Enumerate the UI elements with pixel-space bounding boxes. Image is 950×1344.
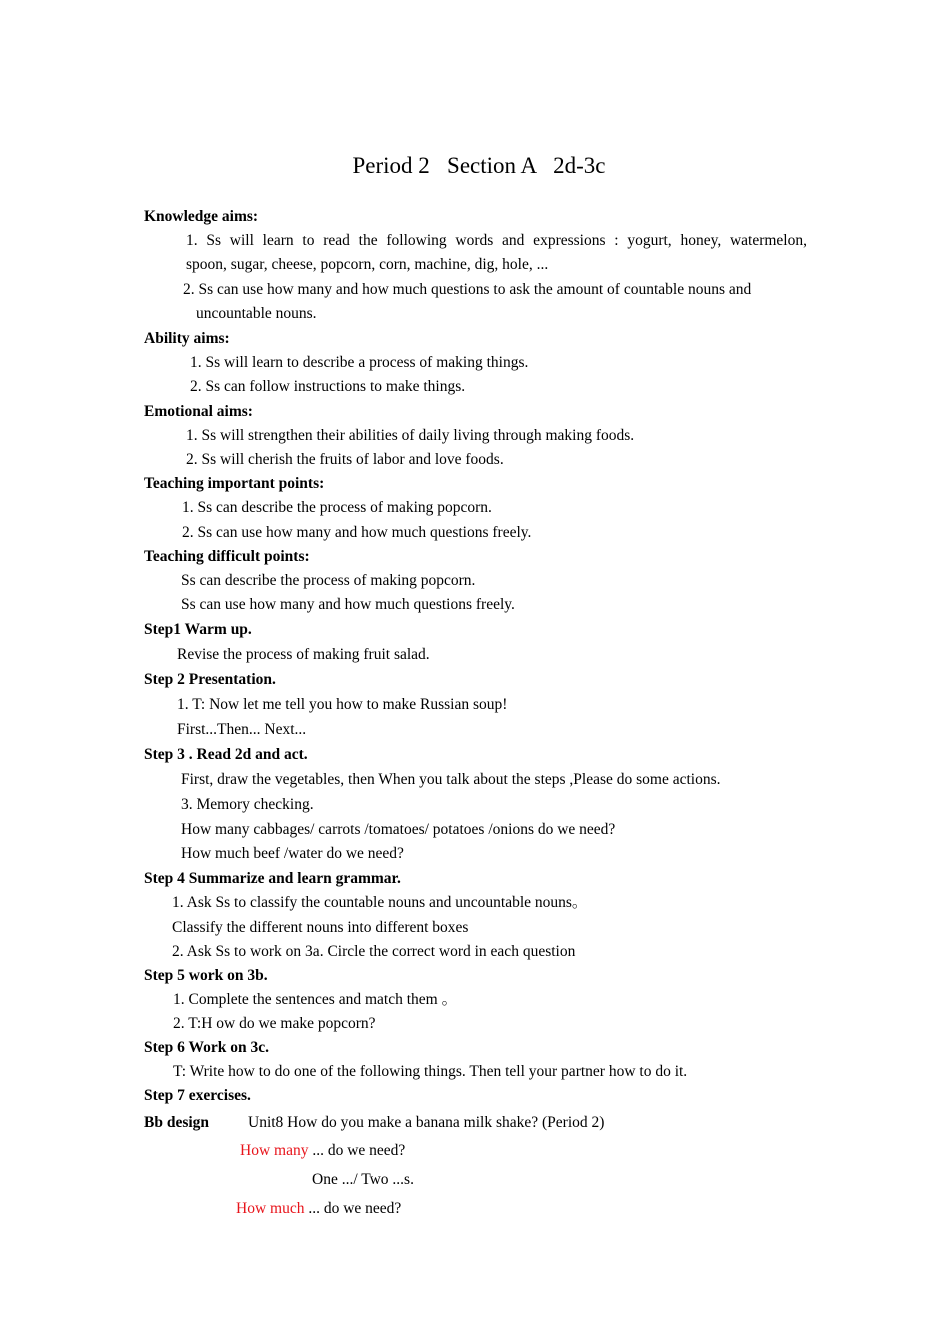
step1-line-1: Revise the process of making fruit salad. bbox=[177, 646, 430, 663]
step4-line-1: 1. Ask Ss to classify the countable nouns and uncountable nouns。 bbox=[172, 894, 588, 911]
difficult-item-2: Ss can use how many and how much questions freely. bbox=[181, 596, 515, 613]
how-much-highlight: How much bbox=[236, 1200, 305, 1217]
knowledge-item-1: 1. Ss will learn to read the following words and expressions : yogurt, honey, watermelon, bbox=[186, 232, 807, 249]
emotional-item-1: 1. Ss will strengthen their abilities of daily living through making foods. bbox=[186, 427, 635, 444]
how-much-rest: ... do we need? bbox=[304, 1200, 402, 1217]
how-many-rest: ... do we need? bbox=[308, 1142, 406, 1159]
ability-item-1: 1. Ss will learn to describe a process of making things. bbox=[190, 354, 529, 371]
page-title: Period 2 Section A 2d-3c bbox=[352, 153, 606, 178]
important-item-2: 2. Ss can use how many and how much questions freely. bbox=[182, 524, 532, 541]
step3-heading: Step 3 . Read 2d and act. bbox=[144, 746, 308, 763]
difficult-item-1: Ss can describe the process of making popcorn. bbox=[181, 572, 476, 589]
step3-line-1: First, draw the vegetables, then When you talk about the steps ,Please do some actions. bbox=[181, 771, 721, 788]
ability-item-2: 2. Ss can follow instructions to make things. bbox=[190, 378, 466, 395]
step5-line-2: 2. T:H ow do we make popcorn? bbox=[173, 1015, 376, 1032]
step2-line-2: First...Then... Next... bbox=[177, 721, 307, 738]
step4-line-3: 2. Ask Ss to work on 3a. Circle the correct word in each question bbox=[172, 943, 576, 960]
knowledge-item-1-cont: spoon, sugar, cheese, popcorn, corn, machine, dig, hole, ... bbox=[186, 256, 549, 273]
knowledge-aims-heading: Knowledge aims: bbox=[144, 208, 259, 225]
step1-heading: Step1 Warm up. bbox=[144, 621, 252, 638]
step5-line-1: 1. Complete the sentences and match them 。 bbox=[173, 991, 458, 1008]
bb-how-many-line bbox=[240, 1141, 405, 1161]
step6-line-1: T: Write how to do one of the following things. Then tell your partner how to do it. bbox=[173, 1063, 688, 1080]
bb-design-heading: Bb design bbox=[144, 1114, 210, 1131]
step3-line-3: How many cabbages/ carrots /tomatoes/ potatoes /onions do we need? bbox=[181, 821, 616, 838]
step2-line-1: 1. T: Now let me tell you how to make Russian soup! bbox=[177, 696, 508, 713]
important-item-1: 1. Ss can describe the process of making popcorn. bbox=[182, 499, 492, 516]
emotional-aims-heading: Emotional aims: bbox=[144, 403, 253, 420]
bb-answer-line: One .../ Two ...s. bbox=[312, 1171, 414, 1188]
step6-heading: Step 6 Work on 3c. bbox=[144, 1039, 270, 1056]
how-many-highlight: How many bbox=[240, 1142, 309, 1159]
step4-line-2: Classify the different nouns into different boxes bbox=[172, 919, 469, 936]
step5-heading: Step 5 work on 3b. bbox=[144, 967, 268, 984]
knowledge-item-2-cont: uncountable nouns. bbox=[196, 305, 317, 322]
step4-heading: Step 4 Summarize and learn grammar. bbox=[144, 870, 401, 887]
step3-line-4: How much beef /water do we need? bbox=[181, 845, 404, 862]
important-points-heading: Teaching important points: bbox=[144, 475, 325, 492]
bb-how-much-line bbox=[236, 1199, 401, 1219]
step7-heading: Step 7 exercises. bbox=[144, 1087, 251, 1104]
step3-line-2: 3. Memory checking. bbox=[181, 796, 314, 813]
ability-aims-heading: Ability aims: bbox=[144, 330, 230, 347]
difficult-points-heading: Teaching difficult points: bbox=[144, 548, 310, 565]
bb-design-title: Unit8 How do you make a banana milk shake? (Period 2) bbox=[248, 1114, 605, 1131]
emotional-item-2: 2. Ss will cherish the fruits of labor and love foods. bbox=[186, 451, 504, 468]
knowledge-item-2: 2. Ss can use how many and how much questions to ask the amount of countable nouns and bbox=[183, 281, 752, 298]
step2-heading: Step 2 Presentation. bbox=[144, 671, 276, 688]
